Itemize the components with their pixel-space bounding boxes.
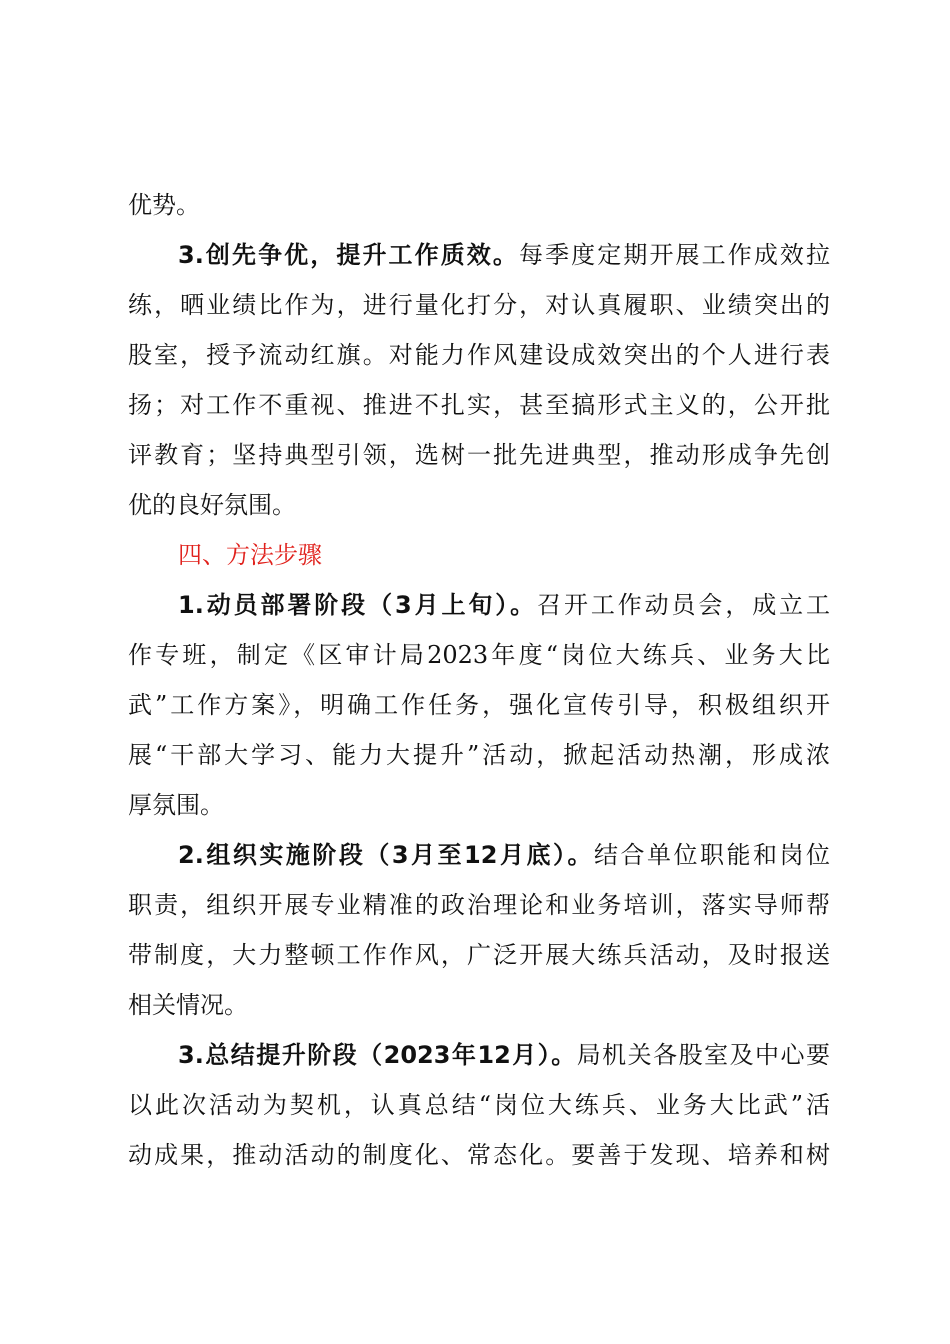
line-text: 相关情况。 (128, 991, 248, 1019)
line-text: 带制度，大力整顿工作作风，广泛开展大练兵活动，及时报送 (128, 941, 830, 969)
line-text: 厚氛围。 (128, 791, 224, 819)
line-text: 以此次活动为契机，认真总结“岗位大练兵、业务大比武”活 (128, 1091, 830, 1119)
line-text: 优的良好氛围。 (128, 491, 296, 519)
line-text: 作专班，制定《区审计局2023年度“岗位大练兵、业务大比 (128, 641, 830, 669)
paragraph-line (178, 230, 830, 280)
line-text: 局机关各股室及中心要 (576, 1041, 830, 1069)
line-text: 结合单位职能和岗位 (593, 841, 830, 869)
paragraph-line (128, 330, 830, 380)
line-text: 练，晒业绩比作为，进行量化打分，对认真履职、业绩突出的 (128, 291, 830, 319)
paragraph-line (128, 480, 830, 530)
paragraph-line (128, 880, 830, 930)
paragraph-line (128, 780, 830, 830)
section-lead-title: 1.动员部署阶段（3月上旬）。 (178, 591, 538, 619)
paragraph-line (128, 430, 830, 480)
paragraph-line (128, 280, 830, 330)
paragraph-line (128, 180, 830, 230)
paragraph-line (128, 630, 830, 680)
paragraph-line (178, 1030, 830, 1080)
paragraph-line (128, 930, 830, 980)
paragraph-line (128, 730, 830, 780)
section-lead-title: 3.总结提升阶段（2023年12月）。 (178, 1041, 577, 1069)
paragraph-line (178, 830, 830, 880)
paragraph-line (128, 680, 830, 730)
line-text: 展“干部大学习、能力大提升”活动，掀起活动热潮，形成浓 (128, 741, 830, 769)
line-text: 动成果，推动活动的制度化、常态化。要善于发现、培养和树 (128, 1141, 830, 1169)
paragraph-line (128, 1080, 830, 1130)
line-text: 优势。 (128, 191, 200, 219)
paragraph-line (178, 580, 830, 630)
paragraph-line (128, 980, 830, 1030)
section-lead-title: 2.组织实施阶段（3月至12月底）。 (178, 841, 594, 869)
line-text: 股室，授予流动红旗。对能力作风建设成效突出的个人进行表 (128, 341, 830, 369)
line-text: 评教育；坚持典型引领，选树一批先进典型，推动形成争先创 (128, 441, 830, 469)
paragraph-line (128, 380, 830, 430)
section-heading (178, 530, 830, 580)
line-text: 职责，组织开展专业精准的政治理论和业务培训，落实导师帮 (128, 891, 830, 919)
line-text: 每季度定期开展工作成效拉 (519, 241, 830, 269)
section-lead-title: 3.创先争优，提升工作质效。 (178, 241, 519, 269)
section-heading-text: 四、方法步骤 (178, 541, 322, 569)
line-text: 扬；对工作不重视、推进不扎实，甚至搞形式主义的，公开批 (128, 391, 830, 419)
line-text: 武”工作方案》，明确工作任务，强化宣传引导，积极组织开 (128, 691, 830, 719)
paragraph-line (128, 1130, 830, 1180)
line-text: 召开工作动员会，成立工 (537, 591, 830, 619)
